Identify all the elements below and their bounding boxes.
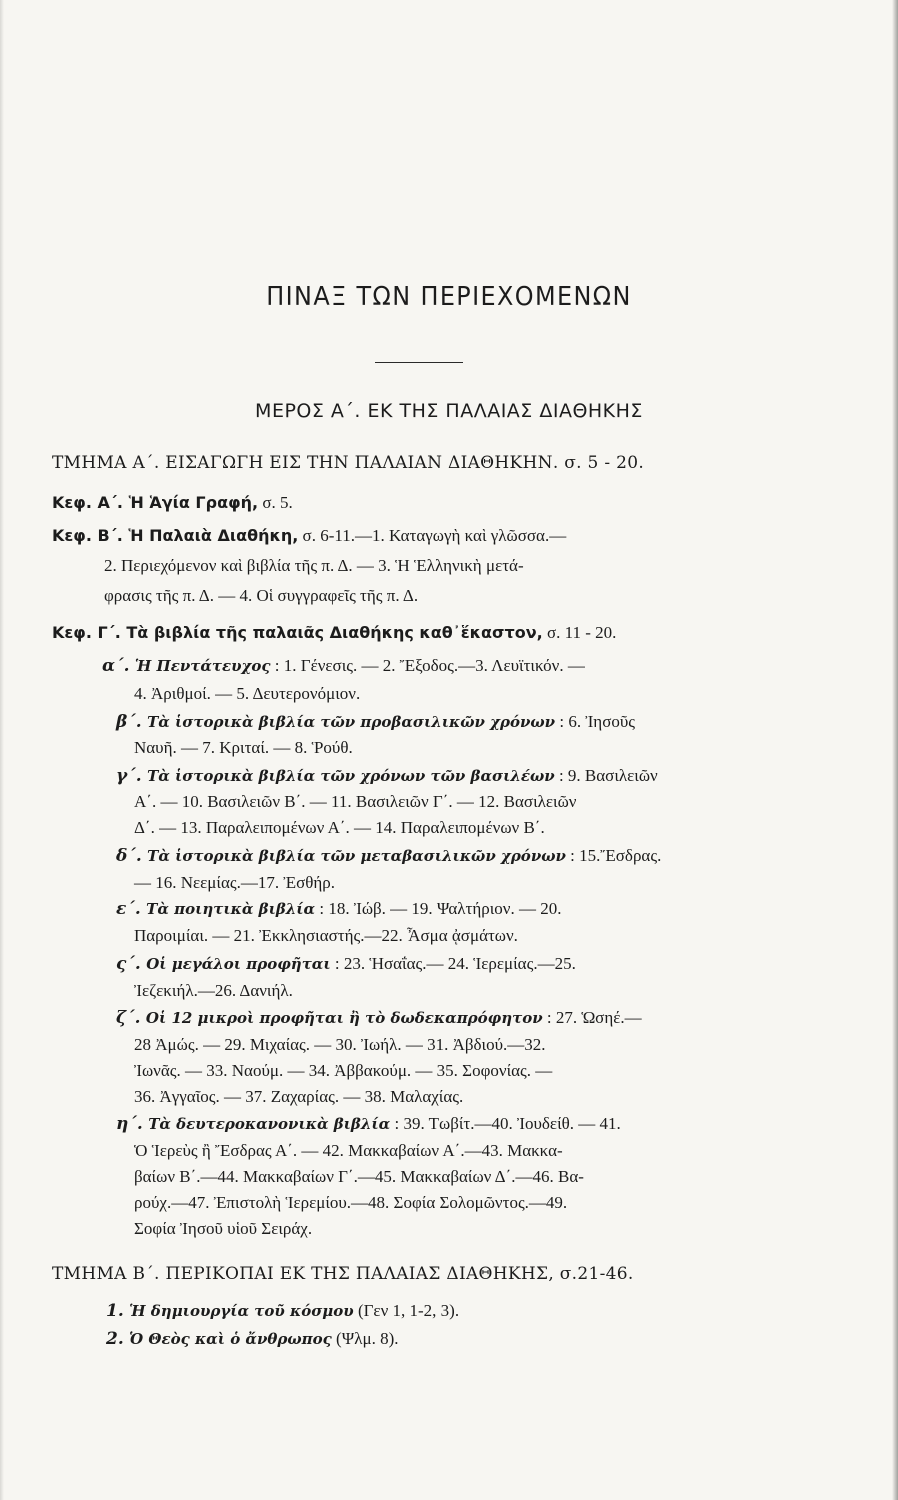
entry-beta-line-1: : 6. Ἰησοῦς bbox=[555, 712, 636, 731]
entry-zeta bbox=[116, 1007, 642, 1029]
entry-delta-title: Τὰ ἱστορικὰ βιβλία τῶν μεταβασιλικῶν χρόνων bbox=[147, 847, 566, 865]
entry-stigma-num: ς΄. bbox=[116, 954, 141, 974]
entry-alpha bbox=[102, 655, 585, 677]
entry-beta-num: β΄. bbox=[116, 712, 142, 732]
item-1-title: Ἡ δημιουργία τοῦ κόσμου bbox=[129, 1302, 354, 1320]
item-2-num: 2. bbox=[106, 1329, 124, 1349]
kef-c bbox=[52, 622, 616, 644]
entry-gamma-line-3: Δ΄. — 13. Παραλειπομένων Α΄. — 14. Παραλειπομένων Β΄. bbox=[134, 818, 545, 837]
entry-eta bbox=[116, 1113, 621, 1135]
entry-gamma-title: Τὰ ἱστορικὰ βιβλία τῶν χρόνων τῶν βασιλέων bbox=[147, 767, 555, 785]
item-2 bbox=[106, 1328, 399, 1350]
entry-alpha-num: α΄. bbox=[102, 656, 130, 676]
entry-beta bbox=[116, 711, 635, 733]
entry-zeta-num: ζ΄. bbox=[116, 1008, 141, 1028]
entry-zeta-line-2: 28 Ἀμώς. — 29. Μιχαίας. — 30. Ἰωήλ. — 31. Ἀβδιού.—32. bbox=[134, 1035, 546, 1054]
entry-alpha-title: Ἡ Πεντάτευχος bbox=[134, 657, 271, 675]
kef-a-pages: σ. 5. bbox=[258, 493, 293, 512]
entry-gamma-line-1: : 9. Βασιλειῶν bbox=[554, 766, 658, 785]
entry-epsilon-line-1: : 18. Ἰώβ. — 19. Ψαλτήριον. — 20. bbox=[315, 899, 562, 918]
kef-b-line-2: 2. Περιεχόμενον καὶ βιβλία τῆς π. Δ. — 3. Ἡ Ἑλληνικὴ μετά- bbox=[104, 556, 524, 575]
entry-delta-line-2: — 16. Νεεμίας.—17. Ἐσθήρ. bbox=[134, 873, 336, 892]
entry-gamma-line-2: Α΄. — 10. Βασιλειῶν Β΄. — 11. Βασιλειῶν Γ΄. — 12. Βασιλειῶν bbox=[134, 792, 577, 811]
page-title: ΠΙΝΑΞ ΤΩΝ ΠΕΡΙΕΧΟΜΕΝΩΝ bbox=[266, 282, 632, 312]
kef-a bbox=[52, 492, 293, 514]
kef-a-label: Κεφ. Α΄. Ἡ Ἁγία Γραφή, bbox=[52, 493, 259, 512]
item-2-ref: (Ψλμ. 8). bbox=[331, 1329, 399, 1348]
entry-epsilon-num: ε΄. bbox=[116, 899, 141, 919]
entry-zeta-title: Οἱ 12 μικροὶ προφῆται ἢ τὸ δωδεκαπρόφητον bbox=[145, 1009, 543, 1027]
section-b-heading: ΤΜΗΜΑ Β΄. ΠΕΡΙΚΟΠΑΙ ΕΚ ΤΗΣ ΠΑΛΑΙΑΣ ΔΙΑΘΗΚΗΣ, σ.21-46. bbox=[52, 1264, 634, 1284]
entry-stigma-title: Οἱ μεγάλοι προφῆται bbox=[146, 955, 331, 973]
entry-stigma bbox=[116, 953, 576, 975]
entry-epsilon-line-2: Παροιμίαι. — 21. Ἐκκλησιαστής.—22. Ἆσμα ᾀσμάτων. bbox=[134, 926, 518, 945]
page-right-edge bbox=[892, 0, 898, 1500]
entry-alpha-line-1: : 1. Γένεσις. — 2. Ἔξοδος.—3. Λευϊτικόν. — bbox=[270, 656, 585, 675]
page-left-edge bbox=[0, 0, 4, 1500]
entry-beta-title: Τὰ ἱστορικὰ βιβλία τῶν προβασιλικῶν χρόνων bbox=[147, 713, 556, 731]
entry-gamma-num: γ΄. bbox=[116, 766, 142, 786]
entry-stigma-line-2: Ἰεζεκιήλ.—26. Δανιήλ. bbox=[134, 981, 293, 1000]
kef-b-label: Κεφ. Β΄. Ἡ Παλαιὰ Διαθήκη, bbox=[52, 526, 299, 545]
item-2-title: Ὁ Θεὸς καὶ ὁ ἄνθρωπος bbox=[129, 1330, 332, 1348]
kef-b-line-1: σ. 6-11.—1. Καταγωγὴ καὶ γλῶσσα.— bbox=[298, 526, 567, 545]
entry-zeta-line-4: 36. Ἀγγαῖος. — 37. Ζαχαρίας. — 38. Μαλαχίας. bbox=[134, 1087, 464, 1106]
title-rule bbox=[375, 362, 463, 363]
entry-eta-line-3: βαίων Β΄.—44. Μακκαβαίων Γ΄.—45. Μακκαβαίων Δ΄.—46. Βα- bbox=[134, 1167, 584, 1186]
entry-eta-line-5: Σοφία Ἰησοῦ υἱοῦ Σειράχ. bbox=[134, 1219, 313, 1238]
item-1-num: 1. bbox=[106, 1301, 124, 1321]
kef-b-line-3: φρασις τῆς π. Δ. — 4. Οἱ συγγραφεῖς τῆς π. Δ. bbox=[104, 586, 419, 605]
entry-epsilon bbox=[116, 898, 562, 920]
entry-zeta-line-3: Ἰωνᾶς. — 33. Ναούμ. — 34. Ἀββακούμ. — 35. Σοφονίας. — bbox=[134, 1061, 553, 1080]
item-1 bbox=[106, 1300, 459, 1322]
entry-beta-line-2: Ναυῆ. — 7. Κριταί. — 8. Ῥούθ. bbox=[134, 738, 353, 757]
item-1-ref: (Γεν 1, 1-2, 3). bbox=[353, 1301, 460, 1320]
entry-zeta-line-1: : 27. Ὡσηέ.— bbox=[542, 1008, 642, 1027]
part-heading: ΜΕΡΟΣ Α΄. ΕΚ ΤΗΣ ΠΑΛΑΙΑΣ ΔΙΑΘΗΚΗΣ bbox=[255, 400, 643, 422]
entry-epsilon-title: Τὰ ποιητικὰ βιβλία bbox=[146, 900, 316, 918]
entry-delta bbox=[116, 845, 661, 867]
entry-eta-line-1: : 39. Τωβίτ.—40. Ἰουδείθ. — 41. bbox=[390, 1114, 621, 1133]
kef-b bbox=[52, 525, 566, 547]
kef-c-label: Κεφ. Γ΄. Τὰ βιβλία τῆς παλαιᾶς Διαθήκης καθ᾽ἕκαστον, bbox=[52, 623, 543, 642]
entry-stigma-line-1: : 23. Ἡσαΐας.— 24. Ἱερεμίας.—25. bbox=[330, 954, 576, 973]
entry-alpha-line-2: 4. Ἀριθμοί. — 5. Δευτερονόμιον. bbox=[134, 684, 361, 703]
entry-delta-line-1: : 15.Ἔσδρας. bbox=[565, 846, 662, 865]
entry-delta-num: δ΄. bbox=[116, 846, 142, 866]
section-a-heading: ΤΜΗΜΑ Α΄. ΕΙΣΑΓΩΓΗ ΕΙΣ ΤΗΝ ΠΑΛΑΙΑΝ ΔΙΑΘΗΚΗΝ. σ. 5 - 20. bbox=[52, 453, 645, 473]
entry-eta-num: η΄. bbox=[116, 1114, 143, 1134]
entry-gamma bbox=[116, 765, 658, 787]
entry-eta-line-2: Ὁ Ἱερεὺς ἢ Ἔσδρας Α΄. — 42. Μακκαβαίων Α΄.—43. Μακκα- bbox=[134, 1141, 563, 1160]
kef-c-pages: σ. 11 - 20. bbox=[542, 623, 617, 642]
entry-eta-line-4: ρούχ.—47. Ἐπιστολὴ Ἱερεμίου.—48. Σοφία Σολομῶντος.—49. bbox=[134, 1193, 568, 1212]
entry-eta-title: Τὰ δευτεροκανονικὰ βιβλία bbox=[148, 1115, 391, 1133]
